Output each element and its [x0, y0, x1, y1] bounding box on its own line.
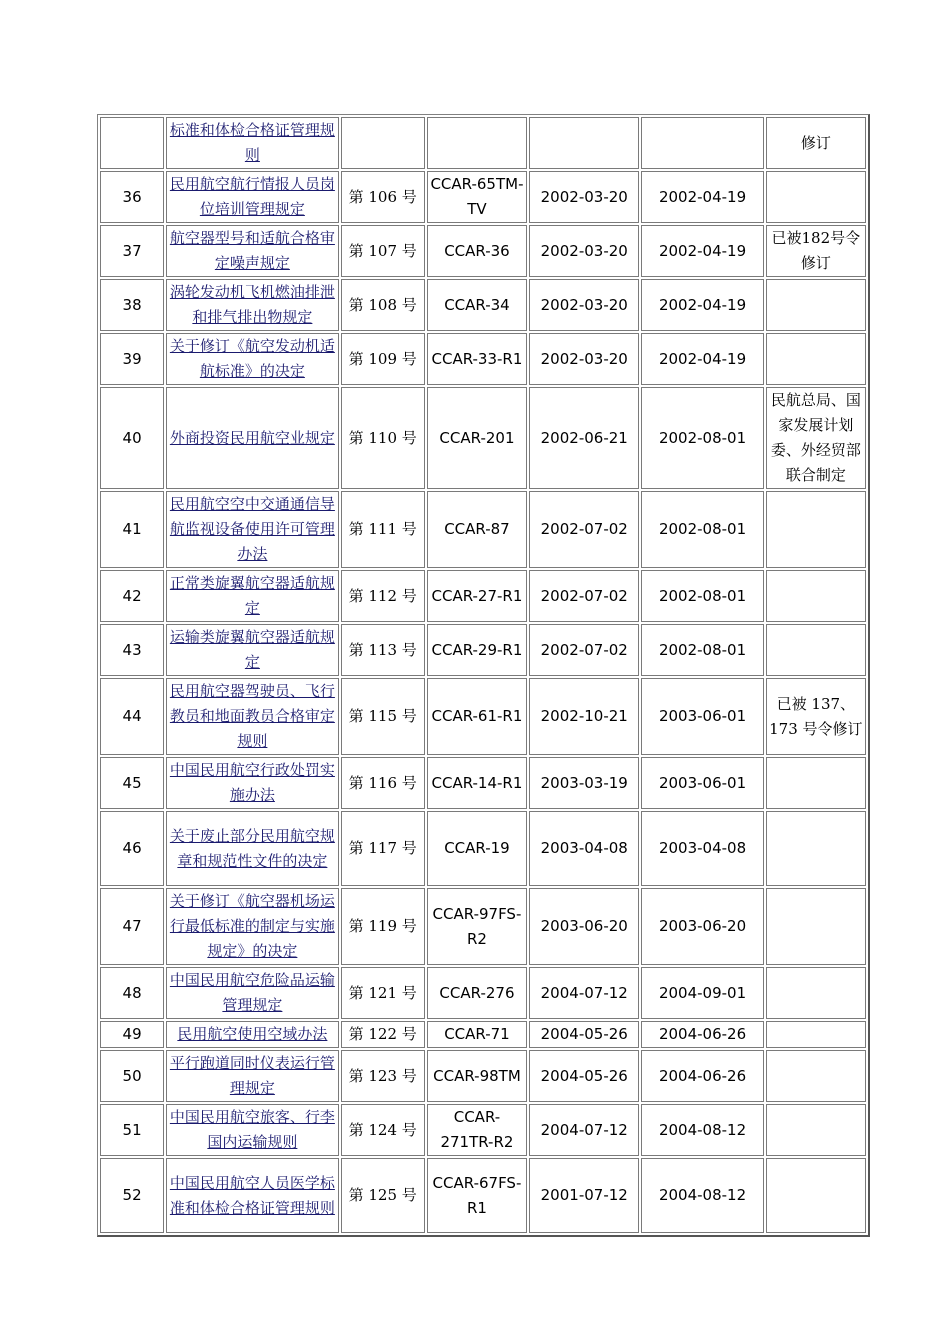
table-row	[100, 888, 866, 965]
row-number: 48	[100, 967, 164, 1019]
issue-date: 2002-07-02	[529, 624, 639, 676]
table-row	[100, 387, 866, 489]
row-number: 43	[100, 624, 164, 676]
table-row	[100, 1104, 866, 1156]
regulation-title-link[interactable]: 涡轮发动机飞机燃油排泄和排气排出物规定	[166, 279, 338, 331]
remarks	[766, 1021, 866, 1048]
ccar-code: CCAR-201	[427, 387, 527, 489]
effective-date	[641, 117, 763, 169]
row-number: 46	[100, 811, 164, 886]
remarks	[766, 967, 866, 1019]
ccar-code: CCAR-19	[427, 811, 527, 886]
table-row	[100, 1158, 866, 1233]
remarks	[766, 171, 866, 223]
row-number	[100, 117, 164, 169]
regulation-title-link[interactable]: 正常类旋翼航空器适航规定	[166, 570, 338, 622]
table-row	[100, 811, 866, 886]
order-number: 第 116 号	[341, 757, 425, 809]
regulation-title-link[interactable]: 关于修订《航空发动机适航标准》的决定	[166, 333, 338, 385]
regulation-title-link[interactable]: 民用航空器驾驶员、飞行教员和地面教员合格审定规则	[166, 678, 338, 755]
row-number: 44	[100, 678, 164, 755]
order-number: 第 107 号	[341, 225, 425, 277]
table-row	[100, 491, 866, 568]
effective-date: 2002-08-01	[641, 570, 763, 622]
order-number: 第 123 号	[341, 1050, 425, 1102]
remarks: 民航总局、国家发展计划委、外经贸部联合制定	[766, 387, 866, 489]
issue-date: 2002-07-02	[529, 491, 639, 568]
issue-date: 2002-03-20	[529, 279, 639, 331]
order-number: 第 113 号	[341, 624, 425, 676]
row-number: 49	[100, 1021, 164, 1048]
ccar-code: CCAR-97FS-R2	[427, 888, 527, 965]
regulation-title-link[interactable]: 中国民用航空人员医学标准和体检合格证管理规则	[166, 1158, 338, 1233]
regulation-title-link[interactable]: 民用航空使用空域办法	[166, 1021, 338, 1048]
ccar-code: CCAR-271TR-R2	[427, 1104, 527, 1156]
row-number: 42	[100, 570, 164, 622]
table-row	[100, 1021, 866, 1048]
remarks	[766, 333, 866, 385]
row-number: 45	[100, 757, 164, 809]
issue-date: 2002-06-21	[529, 387, 639, 489]
order-number: 第 124 号	[341, 1104, 425, 1156]
row-number: 50	[100, 1050, 164, 1102]
issue-date: 2003-06-20	[529, 888, 639, 965]
remarks	[766, 570, 866, 622]
remarks	[766, 624, 866, 676]
issue-date: 2002-07-02	[529, 570, 639, 622]
ccar-code: CCAR-33-R1	[427, 333, 527, 385]
issue-date: 2003-04-08	[529, 811, 639, 886]
remarks	[766, 1104, 866, 1156]
effective-date: 2004-06-26	[641, 1021, 763, 1048]
ccar-code: CCAR-65TM-TV	[427, 171, 527, 223]
regulation-title-link[interactable]: 民用航空空中交通通信导航监视设备使用许可管理办法	[166, 491, 338, 568]
ccar-code	[427, 117, 527, 169]
effective-date: 2002-08-01	[641, 491, 763, 568]
table-row	[100, 117, 866, 169]
regulation-title-link[interactable]: 中国民用航空行政处罚实施办法	[166, 757, 338, 809]
regulation-title-link[interactable]: 民用航空航行情报人员岗位培训管理规定	[166, 171, 338, 223]
regulation-title-link[interactable]: 外商投资民用航空业规定	[166, 387, 338, 489]
ccar-code: CCAR-36	[427, 225, 527, 277]
row-number: 52	[100, 1158, 164, 1233]
row-number: 41	[100, 491, 164, 568]
effective-date: 2002-08-01	[641, 387, 763, 489]
row-number: 51	[100, 1104, 164, 1156]
ccar-code: CCAR-14-R1	[427, 757, 527, 809]
effective-date: 2002-04-19	[641, 225, 763, 277]
ccar-code: CCAR-71	[427, 1021, 527, 1048]
effective-date: 2002-04-19	[641, 333, 763, 385]
order-number: 第 119 号	[341, 888, 425, 965]
issue-date: 2002-10-21	[529, 678, 639, 755]
order-number: 第 115 号	[341, 678, 425, 755]
row-number: 38	[100, 279, 164, 331]
row-number: 36	[100, 171, 164, 223]
table-row	[100, 279, 866, 331]
order-number: 第 106 号	[341, 171, 425, 223]
remarks: 修订	[766, 117, 866, 169]
issue-date: 2002-03-20	[529, 333, 639, 385]
order-number	[341, 117, 425, 169]
regulation-title-link[interactable]: 运输类旋翼航空器适航规定	[166, 624, 338, 676]
effective-date: 2002-08-01	[641, 624, 763, 676]
effective-date: 2002-04-19	[641, 279, 763, 331]
issue-date: 2004-05-26	[529, 1050, 639, 1102]
issue-date	[529, 117, 639, 169]
regulation-title-link[interactable]: 航空器型号和适航合格审定噪声规定	[166, 225, 338, 277]
ccar-code: CCAR-27-R1	[427, 570, 527, 622]
remarks	[766, 757, 866, 809]
ccar-code: CCAR-87	[427, 491, 527, 568]
table-row	[100, 333, 866, 385]
order-number: 第 121 号	[341, 967, 425, 1019]
remarks: 已被 137、173 号令修订	[766, 678, 866, 755]
regulation-title-link[interactable]: 关于修订《航空器机场运行最低标准的制定与实施规定》的决定	[166, 888, 338, 965]
issue-date: 2004-07-12	[529, 967, 639, 1019]
regulation-title-link[interactable]: 关于废止部分民用航空规章和规范性文件的决定	[166, 811, 338, 886]
order-number: 第 125 号	[341, 1158, 425, 1233]
table-row	[100, 967, 866, 1019]
order-number: 第 122 号	[341, 1021, 425, 1048]
remarks: 已被182号令修订	[766, 225, 866, 277]
table-row	[100, 225, 866, 277]
remarks	[766, 1050, 866, 1102]
ccar-code: CCAR-34	[427, 279, 527, 331]
remarks	[766, 491, 866, 568]
remarks	[766, 888, 866, 965]
issue-date: 2004-05-26	[529, 1021, 639, 1048]
regulations-table-body	[100, 117, 866, 1233]
effective-date: 2004-09-01	[641, 967, 763, 1019]
effective-date: 2004-08-12	[641, 1104, 763, 1156]
order-number: 第 112 号	[341, 570, 425, 622]
table-row	[100, 171, 866, 223]
regulation-title-link[interactable]: 平行跑道同时仪表运行管理规定	[166, 1050, 338, 1102]
row-number: 40	[100, 387, 164, 489]
remarks	[766, 279, 866, 331]
issue-date: 2002-03-20	[529, 225, 639, 277]
table-row	[100, 678, 866, 755]
regulation-title-link[interactable]: 中国民用航空危险品运输管理规定	[166, 967, 338, 1019]
row-number: 39	[100, 333, 164, 385]
row-number: 37	[100, 225, 164, 277]
order-number: 第 110 号	[341, 387, 425, 489]
table-row	[100, 570, 866, 622]
table-row	[100, 757, 866, 809]
ccar-code: CCAR-276	[427, 967, 527, 1019]
table-row	[100, 624, 866, 676]
issue-date: 2002-03-20	[529, 171, 639, 223]
regulation-title-link[interactable]: 标准和体检合格证管理规则	[166, 117, 338, 169]
regulations-table	[97, 114, 870, 1237]
ccar-code: CCAR-98TM	[427, 1050, 527, 1102]
order-number: 第 109 号	[341, 333, 425, 385]
ccar-code: CCAR-67FS-R1	[427, 1158, 527, 1233]
regulation-title-link[interactable]: 中国民用航空旅客、行李国内运输规则	[166, 1104, 338, 1156]
effective-date: 2003-06-01	[641, 678, 763, 755]
effective-date: 2003-06-20	[641, 888, 763, 965]
effective-date: 2004-08-12	[641, 1158, 763, 1233]
ccar-code: CCAR-29-R1	[427, 624, 527, 676]
order-number: 第 117 号	[341, 811, 425, 886]
issue-date: 2004-07-12	[529, 1104, 639, 1156]
issue-date: 2001-07-12	[529, 1158, 639, 1233]
order-number: 第 108 号	[341, 279, 425, 331]
effective-date: 2004-06-26	[641, 1050, 763, 1102]
effective-date: 2002-04-19	[641, 171, 763, 223]
remarks	[766, 1158, 866, 1233]
effective-date: 2003-06-01	[641, 757, 763, 809]
remarks	[766, 811, 866, 886]
order-number: 第 111 号	[341, 491, 425, 568]
row-number: 47	[100, 888, 164, 965]
effective-date: 2003-04-08	[641, 811, 763, 886]
table-row	[100, 1050, 866, 1102]
ccar-code: CCAR-61-R1	[427, 678, 527, 755]
issue-date: 2003-03-19	[529, 757, 639, 809]
